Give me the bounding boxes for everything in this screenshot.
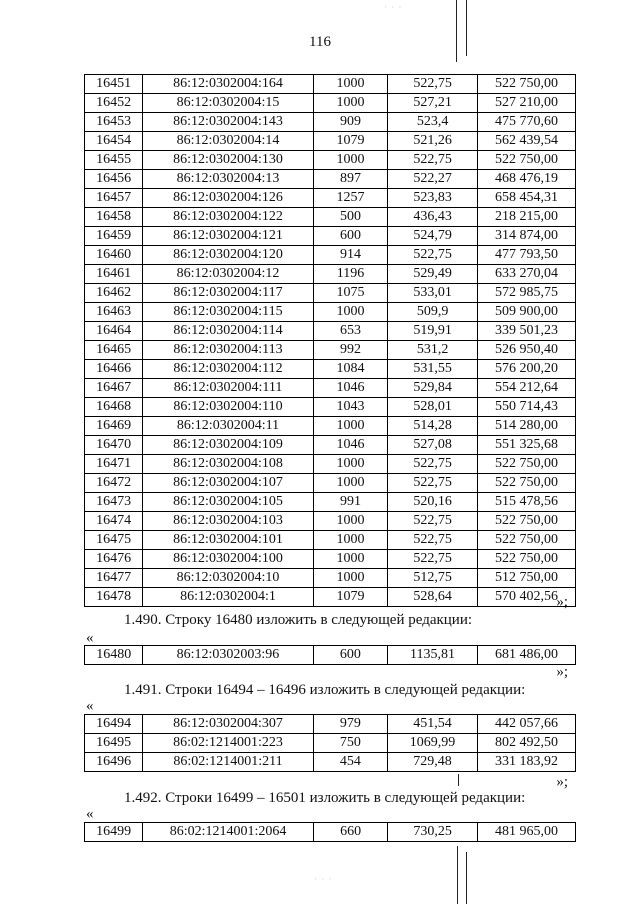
closing-quote: »;: [556, 594, 568, 610]
table-cell: 514,28: [388, 417, 478, 436]
scan-line: [466, 852, 467, 904]
table-cell: 86:12:0302004:15: [143, 94, 313, 113]
table-cell: 475 770,60: [477, 113, 575, 132]
table-cell: 16499: [85, 823, 143, 842]
table-cell: 512,75: [388, 569, 478, 588]
table-cell: 520,16: [388, 493, 478, 512]
page-number: 116: [309, 34, 331, 50]
table-cell: 86:12:0302004:122: [143, 208, 313, 227]
table-cell: 86:12:0302004:100: [143, 550, 313, 569]
table-cell: 16455: [85, 151, 143, 170]
table-row: [85, 823, 576, 842]
table-cell: 600: [313, 227, 388, 246]
table-cell: 527,21: [388, 94, 478, 113]
table-cell: 522,75: [388, 474, 478, 493]
table-cell: 86:12:0302004:120: [143, 246, 313, 265]
table-cell: 86:12:0302004:112: [143, 360, 313, 379]
table-cell: 1000: [313, 417, 388, 436]
table-cell: 331 183,92: [477, 753, 575, 772]
table-cell: 509,9: [388, 303, 478, 322]
table-cell: 514 280,00: [477, 417, 575, 436]
table-cell: 86:02:1214001:223: [143, 734, 313, 753]
table-cell: 522,27: [388, 170, 478, 189]
table-cell: 522,75: [388, 75, 478, 94]
table-row: [85, 474, 576, 493]
table-cell: 1000: [313, 531, 388, 550]
table-cell: 16461: [85, 265, 143, 284]
table-row: [85, 208, 576, 227]
scan-line: [457, 846, 458, 904]
table-row: [85, 113, 576, 132]
table-cell: 730,25: [388, 823, 478, 842]
table-cell: 1046: [313, 436, 388, 455]
table-cell: 531,55: [388, 360, 478, 379]
table-cell: 522,75: [388, 151, 478, 170]
table-cell: 86:12:0302004:307: [143, 715, 313, 734]
table-cell: 729,48: [388, 753, 478, 772]
table-row: [85, 715, 576, 734]
table-cell: 522,75: [388, 512, 478, 531]
table-row: [85, 753, 576, 772]
table-cell: 1043: [313, 398, 388, 417]
table-cell: 681 486,00: [477, 646, 575, 665]
table-cell: 86:02:1214001:211: [143, 753, 313, 772]
table-cell: 16477: [85, 569, 143, 588]
table-cell: 1257: [313, 189, 388, 208]
table-cell: 86:12:0302004:1: [143, 588, 313, 607]
table-cell: 16463: [85, 303, 143, 322]
table-cell: 86:12:0302004:121: [143, 227, 313, 246]
table-cell: 1075: [313, 284, 388, 303]
table-cell: 16457: [85, 189, 143, 208]
table-cell: 86:12:0302004:110: [143, 398, 313, 417]
table-cell: 528,01: [388, 398, 478, 417]
table-cell: 86:12:0302004:109: [143, 436, 313, 455]
table-cell: 86:12:0302004:107: [143, 474, 313, 493]
table-body: [85, 75, 576, 607]
table-row: [85, 170, 576, 189]
table-cell: 658 454,31: [477, 189, 575, 208]
table-row: [85, 360, 576, 379]
table-row: [85, 588, 576, 607]
table-cell: 16453: [85, 113, 143, 132]
table-cell: 519,91: [388, 322, 478, 341]
table-cell: 16466: [85, 360, 143, 379]
table-cell: 523,4: [388, 113, 478, 132]
table-cell: 16464: [85, 322, 143, 341]
opening-quote: «: [86, 630, 94, 646]
table-row: [85, 646, 576, 665]
table-cell: 500: [313, 208, 388, 227]
table-cell: 16495: [85, 734, 143, 753]
table-cell: 521,26: [388, 132, 478, 151]
table-cell: 802 492,50: [477, 734, 575, 753]
table-cell: 528,64: [388, 588, 478, 607]
table-cell: 86:12:0302004:113: [143, 341, 313, 360]
table-cell: 509 900,00: [477, 303, 575, 322]
table-cell: 16462: [85, 284, 143, 303]
table-cell: 86:12:0302004:13: [143, 170, 313, 189]
table-cell: 1069,99: [388, 734, 478, 753]
table-cell: 454: [313, 753, 388, 772]
table-cell: 570 402,56: [477, 588, 575, 607]
table-cell: 562 439,54: [477, 132, 575, 151]
table-row: [85, 94, 576, 113]
table-cell: 16470: [85, 436, 143, 455]
table-cell: 442 057,66: [477, 715, 575, 734]
table-cell: 16468: [85, 398, 143, 417]
table-body: [85, 715, 576, 772]
table-cell: 16471: [85, 455, 143, 474]
table-cell: 16458: [85, 208, 143, 227]
table-row: [85, 417, 576, 436]
table-row: [85, 379, 576, 398]
table-cell: 436,43: [388, 208, 478, 227]
table-body: [85, 823, 576, 842]
table-row: [85, 550, 576, 569]
opening-quote: «: [86, 806, 94, 822]
table-cell: 1000: [313, 303, 388, 322]
table-cell: 1135,81: [388, 646, 478, 665]
table-row: [85, 531, 576, 550]
table-row: [85, 493, 576, 512]
table-cell: 1000: [313, 569, 388, 588]
table-cell: 527 210,00: [477, 94, 575, 113]
table-row: [85, 189, 576, 208]
table-cell: 1079: [313, 588, 388, 607]
table-cell: 529,49: [388, 265, 478, 284]
table-cell: 16454: [85, 132, 143, 151]
land-parcel-table: [84, 74, 576, 607]
table-cell: 1079: [313, 132, 388, 151]
table-cell: 600: [313, 646, 388, 665]
table-cell: 16478: [85, 588, 143, 607]
table-cell: 86:12:0302004:143: [143, 113, 313, 132]
table-cell: 1000: [313, 455, 388, 474]
table-cell: 1084: [313, 360, 388, 379]
table-row: [85, 246, 576, 265]
table-cell: 1000: [313, 94, 388, 113]
table-cell: 522 750,00: [477, 550, 575, 569]
table-row: [85, 322, 576, 341]
scan-line: [456, 0, 457, 62]
table-cell: 554 212,64: [477, 379, 575, 398]
table-cell: 339 501,23: [477, 322, 575, 341]
table-cell: 16460: [85, 246, 143, 265]
table-cell: 979: [313, 715, 388, 734]
table-cell: 522 750,00: [477, 151, 575, 170]
table-cell: 86:12:0302004:105: [143, 493, 313, 512]
table-cell: 914: [313, 246, 388, 265]
table-cell: 526 950,40: [477, 341, 575, 360]
table-cell: 16480: [85, 646, 143, 665]
table-cell: 86:12:0302004:103: [143, 512, 313, 531]
table-cell: 522 750,00: [477, 512, 575, 531]
table-cell: 481 965,00: [477, 823, 575, 842]
table-cell: 86:12:0302004:117: [143, 284, 313, 303]
table-cell: 1196: [313, 265, 388, 284]
table-cell: 512 750,00: [477, 569, 575, 588]
table-row: [85, 512, 576, 531]
scan-smudge: · · ·: [314, 874, 333, 884]
table-cell: 16475: [85, 531, 143, 550]
table-cell: 576 200,20: [477, 360, 575, 379]
table-cell: 16451: [85, 75, 143, 94]
table-cell: 529,84: [388, 379, 478, 398]
table-cell: 86:12:0302004:111: [143, 379, 313, 398]
table-cell: 86:12:0302004:114: [143, 322, 313, 341]
table-row: [85, 265, 576, 284]
table-cell: 86:12:0302004:101: [143, 531, 313, 550]
table-cell: 524,79: [388, 227, 478, 246]
table-cell: 660: [313, 823, 388, 842]
table-row: [85, 569, 576, 588]
table-cell: 522,75: [388, 455, 478, 474]
table-row: [85, 303, 576, 322]
table-cell: 522 750,00: [477, 75, 575, 94]
table-row: [85, 398, 576, 417]
table-cell: 16452: [85, 94, 143, 113]
closing-quote: »;: [556, 774, 568, 790]
table-cell: 86:12:0302004:108: [143, 455, 313, 474]
table-cell: 16474: [85, 512, 143, 531]
table-cell: 1000: [313, 75, 388, 94]
opening-quote: «: [86, 698, 94, 714]
table-cell: 992: [313, 341, 388, 360]
closing-quote: »;: [556, 664, 568, 680]
amendment-1490-text: 1.490. Строку 16480 изложить в следующей редакции:: [124, 612, 473, 628]
table-cell: 522 750,00: [477, 531, 575, 550]
table-cell: 1000: [313, 550, 388, 569]
amendment-1492-table: [84, 822, 576, 842]
table-cell: 16459: [85, 227, 143, 246]
table-cell: 991: [313, 493, 388, 512]
table-cell: 86:12:0302004:164: [143, 75, 313, 94]
table-cell: 572 985,75: [477, 284, 575, 303]
table-cell: 523,83: [388, 189, 478, 208]
table-cell: 86:12:0302004:14: [143, 132, 313, 151]
table-cell: 86:12:0302004:115: [143, 303, 313, 322]
table-row: [85, 132, 576, 151]
amendment-1491-text: 1.491. Строки 16494 – 16496 изложить в следующей редакции:: [124, 682, 526, 698]
table-cell: 16494: [85, 715, 143, 734]
table-cell: 86:02:1214001:2064: [143, 823, 314, 842]
table-cell: 86:12:0302004:130: [143, 151, 313, 170]
table-cell: 1000: [313, 474, 388, 493]
scan-line: [458, 774, 459, 786]
table-cell: 1000: [313, 151, 388, 170]
table-row: [85, 284, 576, 303]
table-cell: 897: [313, 170, 388, 189]
table-cell: 522 750,00: [477, 455, 575, 474]
table-cell: 86:12:0302004:126: [143, 189, 313, 208]
table-cell: 16456: [85, 170, 143, 189]
table-cell: 527,08: [388, 436, 478, 455]
table-row: [85, 75, 576, 94]
table-cell: 1046: [313, 379, 388, 398]
table-cell: 218 215,00: [477, 208, 575, 227]
table-cell: 86:12:0302004:10: [143, 569, 313, 588]
table-cell: 86:12:0302004:12: [143, 265, 313, 284]
table-cell: 750: [313, 734, 388, 753]
table-body: [85, 646, 576, 665]
table-cell: 314 874,00: [477, 227, 575, 246]
table-cell: 16496: [85, 753, 143, 772]
table-cell: 86:12:0302003:96: [143, 646, 313, 665]
table-cell: 16473: [85, 493, 143, 512]
table-cell: 551 325,68: [477, 436, 575, 455]
table-cell: 16465: [85, 341, 143, 360]
table-cell: 477 793,50: [477, 246, 575, 265]
table-cell: 531,2: [388, 341, 478, 360]
table-cell: 533,01: [388, 284, 478, 303]
table-cell: 522,75: [388, 550, 478, 569]
amendment-1490-table: [84, 645, 576, 665]
table-cell: 16476: [85, 550, 143, 569]
table-cell: 16472: [85, 474, 143, 493]
table-cell: 633 270,04: [477, 265, 575, 284]
amendment-1491-table: [84, 714, 576, 772]
table-cell: 515 478,56: [477, 493, 575, 512]
amendment-1492-text: 1.492. Строки 16499 – 16501 изложить в следующей редакции:: [124, 790, 526, 806]
table-row: [85, 151, 576, 170]
table-cell: 86:12:0302004:11: [143, 417, 313, 436]
table-cell: 16469: [85, 417, 143, 436]
table-row: [85, 341, 576, 360]
table-row: [85, 455, 576, 474]
table-cell: 522,75: [388, 246, 478, 265]
table-cell: 550 714,43: [477, 398, 575, 417]
table-cell: 653: [313, 322, 388, 341]
table-cell: 468 476,19: [477, 170, 575, 189]
table-row: [85, 436, 576, 455]
table-cell: 1000: [313, 512, 388, 531]
scan-smudge: · · ·: [384, 2, 403, 12]
table-row: [85, 227, 576, 246]
table-row: [85, 734, 576, 753]
table-cell: 451,54: [388, 715, 478, 734]
table-cell: 909: [313, 113, 388, 132]
table-cell: 16467: [85, 379, 143, 398]
table-cell: 522,75: [388, 531, 478, 550]
table-cell: 522 750,00: [477, 474, 575, 493]
